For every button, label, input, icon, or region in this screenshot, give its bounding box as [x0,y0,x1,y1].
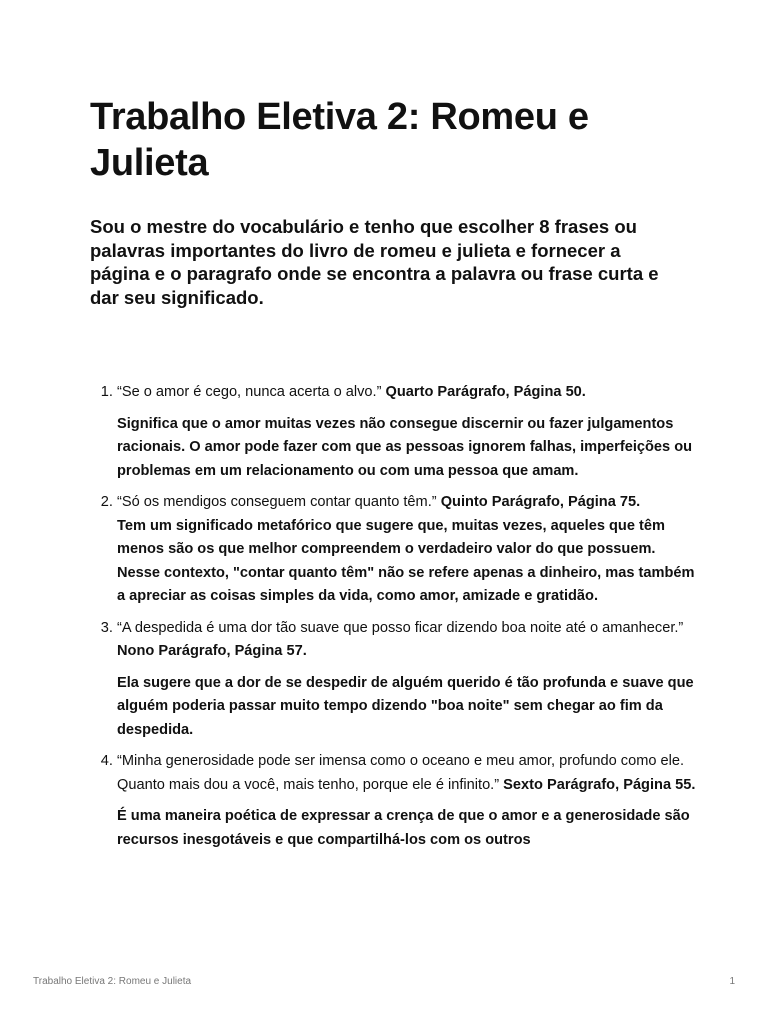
document-title: Trabalho Eletiva 2: Romeu e Julieta [90,96,589,184]
intro-paragraph: Sou o mestre do vocabulário e tenho que escolher 8 frases ou palavras importantes do livro de romeu e julieta e fornecer a página e o paragrafo onde se encontra a palavra ou frase curta e dar seu significado. [90,216,659,308]
quote-text: “Só os mendigos conseguem contar quanto têm.” [117,494,437,510]
quote-meaning: Tem um significado metafórico que sugere que, muitas vezes, aqueles que têm menos são os que melhor compreendem o verdadeiro valor do que possuem. Nesse contexto, "contar quanto têm" não se refere apenas a dinheiro, mas também a apreciar as coisas simples da vida, como amor, amizade e gratidão. [117,517,695,604]
footer-page-number: 1 [729,976,735,987]
quote-reference: Sexto Parágrafo, Página 55. [503,776,696,793]
phrase-list [96,381,702,860]
list-item [117,750,702,852]
quote-meaning: É uma maneira poética de expressar a crença de que o amor e a generosidade são recursos inesgotáveis e que compartilhá-los com os outros [117,808,690,848]
quote-meaning: Significa que o amor muitas vezes não consegue discernir ou fazer julgamentos racionais. O amor pode fazer com que as pessoas ignorem falhas, imperfeições ou problemas em um relacionamento ou com uma pessoa que amam. [117,415,693,479]
quote-reference: Nono Parágrafo, Página 57. [117,643,307,659]
list-item [117,381,702,483]
quote-reference: Quarto Parágrafo, Página 50. [385,384,586,400]
footer-document-title: Trabalho Eletiva 2: Romeu e Julieta [33,976,192,987]
quote-text: “A despedida é uma dor tão suave que posso ficar dizendo boa noite até o amanhecer.” [117,619,684,636]
quote-meaning: Ela sugere que a dor de se despedir de alguém querido é tão profunda e suave que alguém poderia passar muito tempo dizendo "boa noite" sem chegar ao fim da despedida. [117,674,694,738]
list-item [117,491,702,609]
quote-reference: Quinto Parágrafo, Página 75. [440,494,641,510]
quote-text: “Se o amor é cego, nunca acerta o alvo.” [117,384,382,400]
quote-text: “Minha generosidade pode ser imensa como o oceano e meu amor, profundo como ele. Quanto mais dou a você, mais tenho, porque ele é infinito.” [117,753,685,793]
list-item [117,617,702,743]
